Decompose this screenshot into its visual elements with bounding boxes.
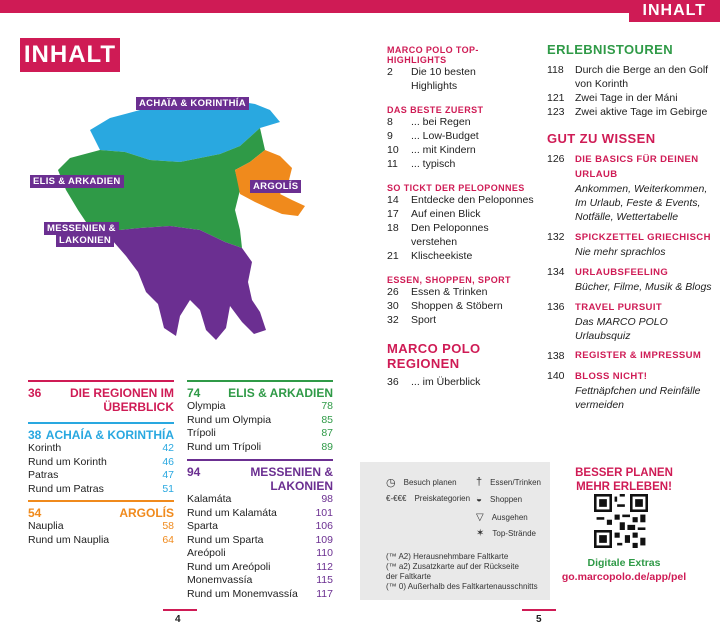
- clock-icon: ◷: [386, 477, 396, 489]
- toc-item[interactable]: 140 BLOSS NICHT! Fettnäpfchen und Reinfälle vermeiden: [547, 370, 701, 411]
- region-36-title[interactable]: 36 DIE REGIONEN IM ÜBERBLICK: [28, 386, 174, 414]
- region-row[interactable]: Rund um Monemvassía 117: [187, 587, 333, 600]
- toc-item[interactable]: 118 Durch die Berge an den Golf von Korinth: [547, 64, 709, 90]
- region-74-title[interactable]: 74 ELIS & ARKADIEN: [187, 386, 333, 400]
- legend-essen: Essen/Trinken: [490, 477, 541, 487]
- toc-item[interactable]: 138 REGISTER & IMPRESSUM: [547, 350, 702, 362]
- legend-besuch: Besuch planen: [403, 478, 457, 487]
- toc-item[interactable]: 17 Auf einen Blick: [387, 208, 481, 220]
- section-title-so-tickt: SO TICKT DER PELOPONNES: [387, 183, 525, 193]
- toc-right: [547, 42, 713, 412]
- promo-digital: Digitale Extras go.marcopolo.de/app/pel: [556, 556, 692, 584]
- top-bar: [0, 0, 720, 13]
- toc-item[interactable]: 8 ... bei Regen: [387, 116, 471, 128]
- region-54: [28, 500, 174, 547]
- toc-item[interactable]: 14 Entdecke den Peloponnes: [387, 194, 534, 206]
- region-row[interactable]: Rund um Trípoli 89: [187, 440, 333, 453]
- region-row[interactable]: Rund um Korinth 46: [28, 455, 174, 468]
- legend-strand: Top-Strände: [492, 529, 536, 538]
- toc-item[interactable]: 11 ... typisch: [387, 158, 456, 170]
- promo-url[interactable]: go.marcopolo.de/app/pel: [561, 571, 687, 583]
- legend-shoppen: Shoppen: [490, 495, 523, 504]
- section-title-essen: ESSEN, SHOPPEN, SPORT: [387, 275, 511, 285]
- toc-item[interactable]: 30 Shoppen & Stöbern: [387, 300, 503, 312]
- region-94-title[interactable]: 94 MESSENIEN & LAKONIEN: [187, 465, 333, 493]
- region-row[interactable]: Monemvassía 115: [187, 574, 333, 586]
- toc-item[interactable]: 21 Klischeekiste: [387, 250, 473, 262]
- palm-tree-icon: ✶: [476, 528, 485, 539]
- region-row[interactable]: Rund um Areópoli 112: [187, 560, 333, 573]
- header-tab: INHALT: [629, 0, 720, 22]
- legend-box: [360, 462, 550, 600]
- region-row[interactable]: Areópoli 110: [187, 547, 333, 559]
- region-row[interactable]: Sparta 106: [187, 520, 333, 532]
- region-row[interactable]: Rund um Sparta 109: [187, 533, 333, 546]
- toc-item[interactable]: 10 ... mit Kindern: [387, 144, 476, 156]
- region-54-title[interactable]: 54 ARGOLÍS: [28, 506, 174, 520]
- map-label-achaia: ACHAÏA & KORINTHÍA: [136, 97, 249, 110]
- map-label-argolis: ARGOLÍS: [250, 180, 301, 193]
- region-36: [28, 380, 174, 414]
- toc-item[interactable]: 9 ... Low-Budget: [387, 130, 479, 142]
- section-title-erlebnistouren: ERLEBNISTOUREN: [547, 42, 673, 57]
- toc-item[interactable]: 36 ... im Überblick: [387, 376, 481, 388]
- region-row[interactable]: Nauplia 58: [28, 520, 174, 532]
- peloponnese-map: [30, 90, 330, 350]
- map-label-messenien-2: LAKONIEN: [56, 234, 114, 247]
- section-title-regionen: MARCO POLO REGIONEN: [387, 341, 481, 371]
- region-row[interactable]: Rund um Patras 51: [28, 482, 174, 495]
- fork-knife-icon: †: [476, 476, 483, 488]
- region-row[interactable]: Olympia 78: [187, 400, 333, 412]
- region-row[interactable]: Rund um Olympia 85: [187, 413, 333, 426]
- legend-preis: Preiskategorien: [414, 494, 471, 503]
- page-number-left: 4: [175, 614, 181, 625]
- legend-preis-symbol: €-€€€: [386, 494, 407, 503]
- region-38: [28, 422, 174, 496]
- shopping-bag-icon: ◒: [476, 494, 483, 505]
- toc-item[interactable]: 26 Essen & Trinken: [387, 286, 488, 298]
- toc-item[interactable]: 2 Die 10 besten Highlights: [387, 66, 476, 92]
- qr-code[interactable]: [594, 494, 648, 548]
- region-row[interactable]: Rund um Nauplia 64: [28, 533, 174, 546]
- page-line-left: [163, 609, 197, 611]
- region-38-title[interactable]: 38 ACHAÍA & KORINTHÍA: [28, 428, 174, 442]
- region-94: [187, 459, 333, 601]
- section-title-beste-zuerst: DAS BESTE ZUERST: [387, 105, 484, 115]
- toc-item[interactable]: 134 URLAUBSFEELING Bücher, Filme, Musik & Blogs: [547, 266, 712, 293]
- toc-item[interactable]: 32 Sport: [387, 314, 437, 326]
- section-title-gut-zu-wissen: GUT ZU WISSEN: [547, 131, 656, 146]
- toc-item[interactable]: 18 Den Peloponnes verstehen: [387, 222, 489, 248]
- legend-ausgehen: Ausgehen: [491, 513, 528, 522]
- map-label-elis: ELIS & ARKADIEN: [30, 175, 124, 188]
- toc-item[interactable]: 136 TRAVEL PURSUIT Das MARCO POLO Urlaubsquiz: [547, 301, 668, 342]
- promo-title: BESSER PLANEN MEHR ERLEBEN!: [575, 467, 673, 493]
- region-row[interactable]: Trípoli 87: [187, 427, 333, 439]
- toc-item[interactable]: 132 SPICKZETTEL GRIECHISCH Nie mehr sprachlos: [547, 231, 711, 258]
- region-74: [187, 380, 333, 454]
- region-row[interactable]: Kalamáta 98: [187, 493, 333, 505]
- page-title: INHALT: [20, 38, 120, 72]
- toc-item[interactable]: 121 Zwei Tage in der Máni: [547, 92, 678, 104]
- region-row[interactable]: Patras 47: [28, 469, 174, 481]
- region-row[interactable]: Rund um Kalamáta 101: [187, 506, 333, 519]
- cocktail-glass-icon: ▽: [476, 512, 484, 523]
- page-number-right: 5: [536, 614, 542, 625]
- toc-item[interactable]: 123 Zwei aktive Tage im Gebirge: [547, 106, 708, 118]
- legend-notes: (™ A2) Herausnehmbare Faltkarte (™ a2) Zusatzkarte auf der Rückseite der Faltkarte (™ 0) Außerhalb des Faltkartenausschnitts: [386, 552, 538, 591]
- toc-item[interactable]: 126 DIE BASICS FÜR DEINEN URLAUB Ankommen, Weiterkommen, Im Urlaub, Feste & Events, Notfälle, Wettertabelle: [547, 153, 708, 223]
- page-line-right: [522, 609, 556, 611]
- section-title-top-highlights: MARCO POLO TOP-HIGHLIGHTS: [387, 45, 479, 65]
- region-row[interactable]: Korinth 42: [28, 442, 174, 454]
- map-label-messenien-1: MESSENIEN &: [44, 222, 119, 235]
- toc-middle: [387, 45, 537, 389]
